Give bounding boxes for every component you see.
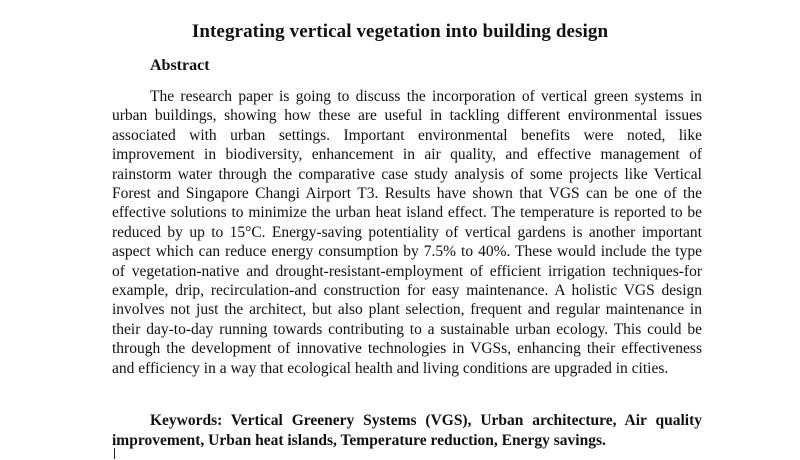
document-title: Integrating vertical vegetation into building design bbox=[191, 21, 609, 42]
text-cursor bbox=[114, 448, 115, 459]
abstract-paragraph: The research paper is going to discuss the incorporation of vertical green systems in urban buildings, showing how these are useful in tackling different environmental issues associated with urban settings. Important environmental benefits were noted, like improvement in biodiversity, enhancement in air quality, and effective management of rainstorm water through the comparative case study analysis of some projects like Vertical Forest and Singapore Changi Airport T3. Results have shown that VGS can be one of the effective solutions to minimize the urban heat island effect. The temperature is reported to be reduced by up to 15°C. Energy-saving potentiality of vertical gardens is another important aspect which can reduce energy consumption by 7.5% to 40%. These would include the type of vegetation-native and drought-resistant-employment of efficient irrigation techniques-for example, drip, recirculation-and construction for easy maintenance. A holistic VGS design involves not just the architect, but also plant selection, frequent and regular maintenance in their day-to-day running towards contributing to a sustainable urban ecology. This could be through the development of innovative technologies in VGSs, enhancing their effectiveness and efficiency in a way that ecological health and living conditions are upgraded in cities. bbox=[112, 88, 702, 377]
keywords-paragraph: Keywords: Vertical Greenery Systems (VGS), Urban architecture, Air quality improvement, Urban heat islands, Temperature reduction, Energy savings. bbox=[112, 412, 702, 449]
abstract-heading: Abstract bbox=[150, 57, 210, 74]
